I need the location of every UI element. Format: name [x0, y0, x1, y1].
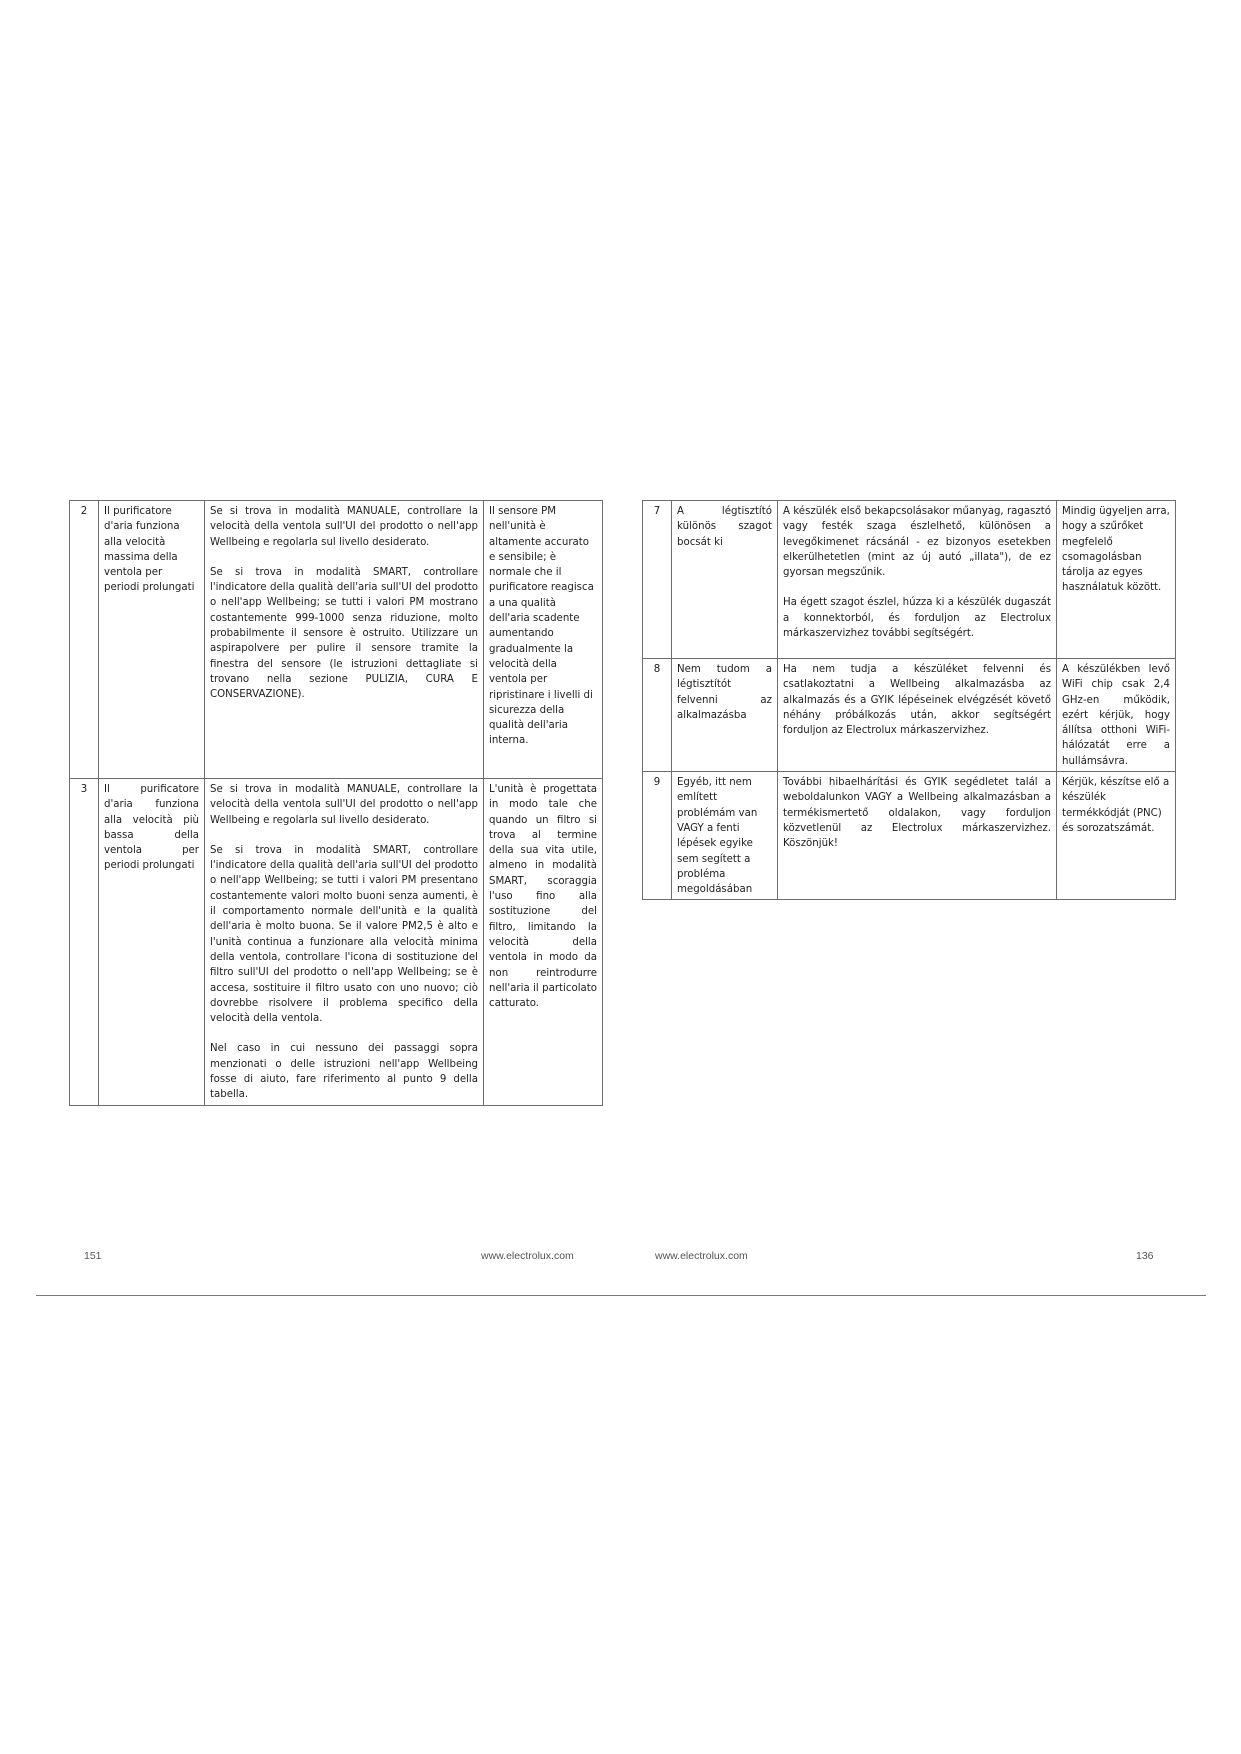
problem-cell: Il purificatore d'aria funziona alla velocità più bassa della ventola per periodi prolungati: [99, 779, 205, 1106]
note-cell: Il sensore PM nell'unità è altamente accurato e sensibile; è normale che il purificatore reagisca a una qualità dell'aria scadente aumentando gradualmente la velocità della ventola per ripristinare i livelli di sicurezza della qualità dell'aria interna.: [484, 501, 603, 779]
row-number: 8: [643, 659, 672, 772]
solution-paragraph: Nel caso in cui nessuno dei passaggi sopra menzionati o delle istruzioni nell'app Wellbeing fosse di aiuto, fare riferimento al punto 9 della tabella.: [210, 1043, 478, 1101]
row-number: 9: [643, 772, 672, 900]
note-cell: L'unità è progettata in modo tale che quando un filtro si trova al termine della sua vita utile, almeno in modalità SMART, scoraggia l'uso fino alla sostituzione del filtro, limitando la velocità della ventola in modo da non reintrodurre nell'aria il particolato catturato.: [484, 779, 603, 1106]
solution-paragraph: Ha nem tudja a készüléket felvenni és csatlakoztatni a Wellbeing alkalmazásba az alkalmazás és a GYIK lépéseinek elvégzését követő néhány próbálkozás után, akkor segítségért forduljon az Electrolux márkaszervizhez.: [783, 664, 1051, 737]
table-row: [643, 659, 1176, 772]
solution-paragraph: Se si trova in modalità SMART, controllare l'indicatore della qualità dell'aria sull'UI del prodotto o nell'app Wellbeing; se tutti i valori PM mostrano costantemente 999-1000 senza riduzione, molto probabilmente il sensore è ostruito. Utilizzare un aspirapolvere per pulire il sensore tramite la finestra del sensore (le istruzioni dettagliate si trovano nella sezione PULIZIA, CURA E CONSERVAZIONE).: [210, 566, 478, 701]
solution-paragraph: Ha égett szagot észlel, húzza ki a készülék dugaszát a konnektorból, és forduljon az Electrolux márkaszervizhez további segítségért.: [783, 597, 1051, 640]
row-number: 7: [643, 501, 672, 659]
solution-paragraph: További hibaelhárítási és GYIK segédletet talál a weboldalunkon VAGY a Wellbeing alkalmazásban a termékismertető oldalakon, vagy forduljon közvetlenül az Electrolux márkaszervizhez. Köszönjük!: [783, 777, 1051, 850]
solution-cell: [778, 501, 1057, 659]
solution-paragraph: Se si trova in modalità SMART, controllare l'indicatore della qualità dell'aria sull'UI del prodotto o nell'app Wellbeing; se tutti i valori PM presentano costantemente valori molto buoni senza aumenti, è il comportamento normale dell'unità e la qualità dell'aria è molto buona. Se il valore PM2,5 è alto e l'unità continua a funzionare alla velocità minima della ventola, controllare l'icona di sostituzione del filtro sull'UI del prodotto o nell'app Wellbeing; se è accesa, sostituire il filtro usato con uno nuovo; ciò dovrebbe risolvere il problema specifico della velocità della ventola.: [210, 844, 478, 1025]
table-row: [643, 501, 1176, 659]
note-cell: Kérjük, készítse elő a készülék termékkódját (PNC) és sorozatszámát.: [1057, 772, 1176, 900]
problem-cell: A légtisztító különös szagot bocsát ki: [672, 501, 778, 659]
problem-cell: Nem tudom a légtisztítót felvenni az alkalmazásba: [672, 659, 778, 772]
solution-paragraph: A készülék első bekapcsolásakor műanyag, ragasztó vagy festék szaga észlelhető, különösen a levegőkimenet rácsánál - ez bizonyos esetekben elkerülhetetlen (mint az új autó „illata"), de ez gyorsan megszűnik.: [783, 506, 1051, 579]
solution-cell: [205, 779, 484, 1106]
table-row: [70, 501, 603, 779]
row-number: 2: [70, 501, 99, 779]
right-page-number: 136: [1136, 1250, 1154, 1262]
footer-divider: [36, 1295, 1206, 1296]
right-footer-url[interactable]: www.electrolux.com: [655, 1250, 748, 1262]
problem-cell: Egyéb, itt nem említett problémám van VAGY a fenti lépések egyike sem segített a probléma megoldásában: [672, 772, 778, 900]
table-row: [643, 772, 1176, 900]
row-number: 3: [70, 779, 99, 1106]
left-page-number: 151: [84, 1250, 102, 1262]
note-cell: A készülékben levő WiFi chip csak 2,4 GHz-en működik, ezért kérjük, hogy állítsa otthoni WiFi-hálózatát erre a hullámsávra.: [1057, 659, 1176, 772]
troubleshooting-table-italian: [69, 500, 603, 1106]
solution-paragraph: Se si trova in modalità MANUALE, controllare la velocità della ventola sull'UI del prodotto o nell'app Wellbeing e regolarla sul livello desiderato.: [210, 784, 478, 826]
problem-cell: Il purificatore d'aria funziona alla velocità massima della ventola per periodi prolungati: [99, 501, 205, 779]
solution-cell: [778, 659, 1057, 772]
troubleshooting-table-hungarian: [642, 500, 1176, 900]
table-row: [70, 779, 603, 1106]
solution-cell: [205, 501, 484, 779]
note-cell: Mindig ügyeljen arra, hogy a szűrőket megfelelő csomagolásban tárolja az egyes használatuk között.: [1057, 501, 1176, 659]
solution-paragraph: Se si trova in modalità MANUALE, controllare la velocità della ventola sull'UI del prodotto o nell'app Wellbeing e regolarla sul livello desiderato.: [210, 506, 478, 548]
solution-cell: [778, 772, 1057, 900]
left-footer-url[interactable]: www.electrolux.com: [481, 1250, 574, 1262]
